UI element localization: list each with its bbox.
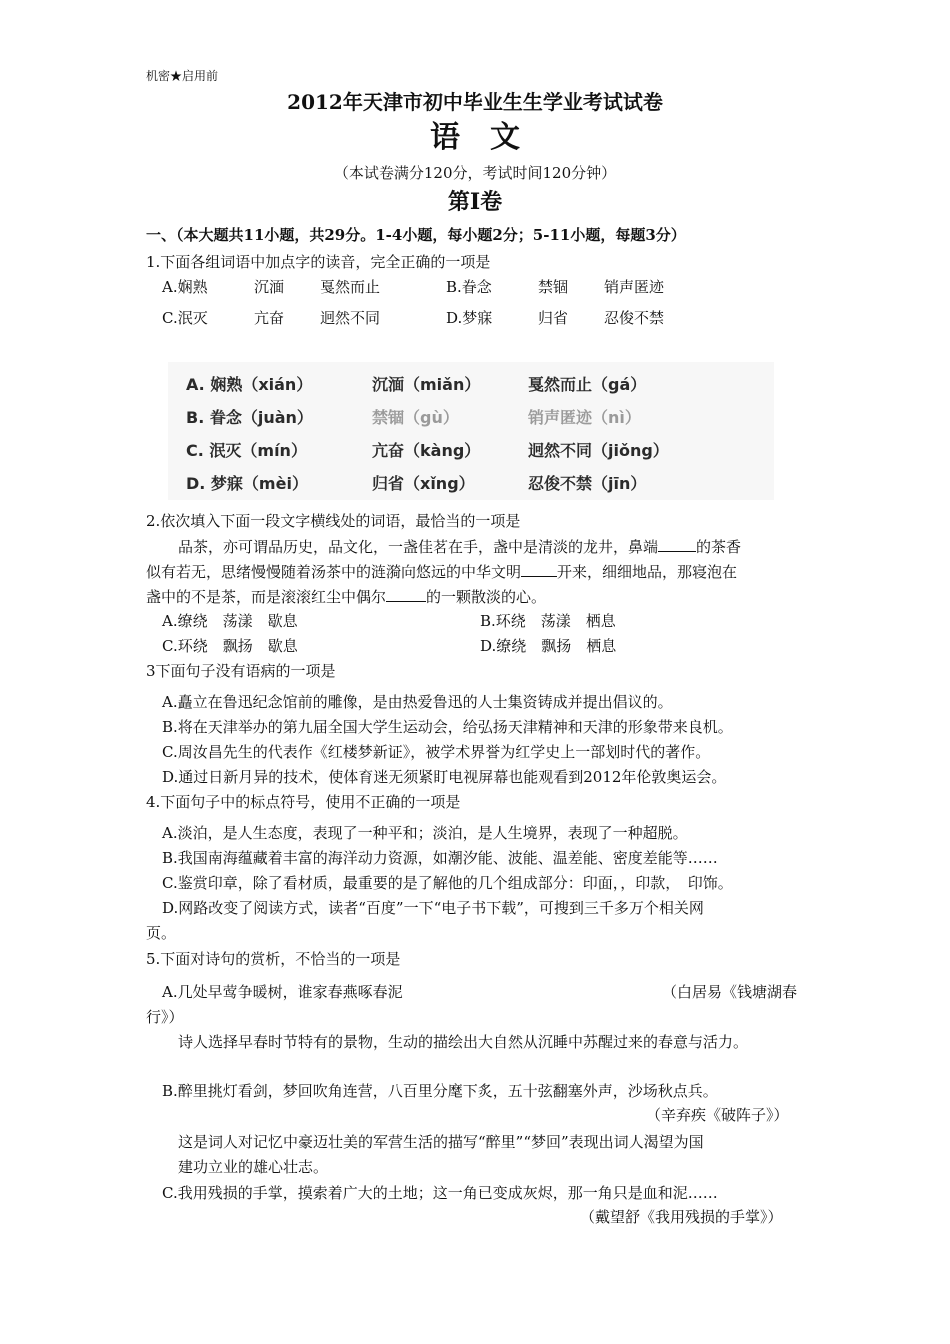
q5-b-source: （辛弃疾《破阵子》）: [646, 1106, 789, 1124]
q5-b-poem: B.醉里挑灯看剑，梦回吹角连营，八百里分麾下炙，五十弦翻塞外声，沙场秋点兵。: [162, 1082, 718, 1100]
pinyin-b-3: 销声匿迹（nì）: [528, 408, 641, 427]
pinyin-c-3: 迥然不同（jiǒng）: [528, 441, 669, 460]
pinyin-c-1: C. 泯灭（mín）: [186, 441, 307, 460]
q5-c-poem: C.我用残损的手掌，摸索着广大的土地；这一角已变成灰烬，那一角只是血和泥……: [162, 1184, 718, 1202]
pinyin-b-2: 禁锢（gù）: [372, 408, 459, 427]
pinyin-answer-figure: [168, 362, 774, 500]
pinyin-a-2: 沉湎（miǎn）: [372, 375, 481, 394]
fill-blank-1[interactable]: [658, 537, 696, 552]
q5-c-source: （戴望舒《我用残损的手掌》）: [580, 1208, 783, 1226]
q1-d-1: D.梦寐: [446, 309, 493, 327]
q2-option-c: C.环绕 飘扬 歇息: [162, 637, 298, 655]
q1-d-2: 归省: [538, 309, 569, 327]
pinyin-a-3: 戛然而止（gá）: [528, 375, 647, 394]
pinyin-d-2: 归省（xǐng）: [372, 474, 475, 493]
q4-stem: 4.下面句子中的标点符号，使用不正确的一项是: [146, 793, 461, 811]
pinyin-d-3: 忍俊不禁（jīn）: [528, 474, 647, 493]
confidential-mark: 机密★启用前: [146, 69, 219, 83]
q2-text: 品茶，亦可谓品历史，品文化，一盏佳茗在手，盏中是清淡的龙井，鼻端: [178, 538, 659, 556]
q1-b-1: B.眷念: [446, 278, 492, 296]
q1-a-2: 沉湎: [254, 278, 285, 296]
q1-c-3: 迥然不同: [320, 309, 381, 327]
q2-option-a: A.缭绕 荡漾 歇息: [162, 612, 298, 630]
q2-text: 开来，细细地品，那寝泡在: [557, 563, 738, 581]
q4-option-b: B.我国南海蕴藏着丰富的海洋动力资源，如潮汐能、波能、温差能、密度差能等……: [162, 849, 718, 867]
pinyin-b-1: B. 眷念（juàn）: [186, 408, 313, 427]
exam-title: 2012年天津市初中毕业生生学业考试试卷: [287, 90, 663, 114]
q2-text: 的一颗散淡的心。: [426, 588, 547, 606]
fill-blank-2[interactable]: [521, 562, 557, 577]
q2-passage-line1: [178, 537, 741, 556]
pinyin-a-1: A. 娴熟（xián）: [186, 375, 313, 394]
pinyin-d-1: D. 梦寐（mèi）: [186, 474, 308, 493]
pinyin-c-2: 亢奋（kàng）: [372, 441, 481, 460]
q3-option-b: B.将在天津举办的第九届全国大学生运动会，给弘扬天津精神和天津的形象带来良机。: [162, 718, 733, 736]
q1-d-3: 忍俊不禁: [604, 309, 665, 327]
q5-a-poem: A.几处早莺争暖树，谁家春燕啄春泥: [162, 983, 403, 1001]
q2-passage-line3: [146, 587, 546, 606]
q5-stem: 5.下面对诗句的赏析，不恰当的一项是: [146, 950, 401, 968]
q4-option-a: A.淡泊，是人生态度，表现了一种平和；淡泊，是人生境界，表现了一种超脱。: [162, 824, 688, 842]
exam-note: （本试卷满分120分，考试时间120分钟）: [333, 164, 617, 182]
q2-passage-line2: [146, 562, 737, 581]
q5-b-analysis-line2: 建功立业的雄心壮志。: [178, 1158, 329, 1176]
q2-text: 的茶香: [696, 538, 742, 556]
q1-c-1: C.泯灭: [162, 309, 208, 327]
q4-option-d-line2: 页。: [146, 924, 177, 942]
q5-b-analysis-line1: 这是词人对记忆中豪迈壮美的军营生活的描写“醉里”“梦回”表现出词人渴望为国: [178, 1133, 704, 1151]
q1-a-1: A.娴熟: [162, 278, 208, 296]
q4-option-c: C.鉴赏印章，除了看材质，最重要的是了解他的几个组成部分：印面，，印款， 印饰。: [162, 874, 733, 892]
q2-option-b: B.环绕 荡漾 栖息: [480, 612, 616, 630]
q1-c-2: 亢奋: [254, 309, 285, 327]
q3-option-c: C.周汝昌先生的代表作《红楼梦新证》，被学术界誉为红学史上一部划时代的著作。: [162, 743, 711, 761]
q2-text: 盏中的不是茶，而是滚滚红尘中偶尔: [146, 588, 387, 606]
q3-stem: 3下面句子没有语病的一项是: [146, 662, 336, 680]
q3-option-d: D.通过日新月异的技术，使体育迷无须紧盯电视屏幕也能观看到2012年伦敦奥运会。: [162, 768, 727, 786]
q1-stem: 1.下面各组词语中加点字的读音，完全正确的一项是: [146, 253, 491, 271]
q3-option-a: A.矗立在鲁迅纪念馆前的雕像，是由热爱鲁迅的人士集资铸成并提出倡议的。: [162, 693, 673, 711]
q1-b-2: 禁锢: [538, 278, 569, 296]
q4-option-d-line1: D.网路改变了阅读方式，读者“百度”一下“电子书下载”，可搜到三千多万个相关网: [162, 899, 704, 917]
q2-option-d: D.缭绕 飘扬 栖息: [480, 637, 617, 655]
section-heading: 一、（本大题共11小题，共29分。1-4小题，每小题2分；5-11小题，每题3分）: [146, 226, 686, 244]
volume-title: 第Ⅰ卷: [447, 189, 503, 215]
q1-a-3: 戛然而止: [320, 278, 381, 296]
q5-a-analysis: 诗人选择早春时节特有的景物，生动的描绘出大自然从沉睡中苏醒过来的春意与活力。: [178, 1033, 749, 1051]
q1-b-3: 销声匿迹: [604, 278, 665, 296]
fill-blank-3[interactable]: [386, 587, 426, 602]
q2-stem: 2.依次填入下面一段文字横线处的词语，最恰当的一项是: [146, 512, 521, 530]
q5-a-source-cont: 行》）: [146, 1008, 184, 1026]
subject-title: 语 文: [430, 120, 520, 155]
q5-a-source: （白居易《钱塘湖春: [662, 983, 798, 1001]
q2-text: 似有若无，思绪慢慢随着汤茶中的涟漪向悠远的中华文明: [146, 563, 522, 581]
